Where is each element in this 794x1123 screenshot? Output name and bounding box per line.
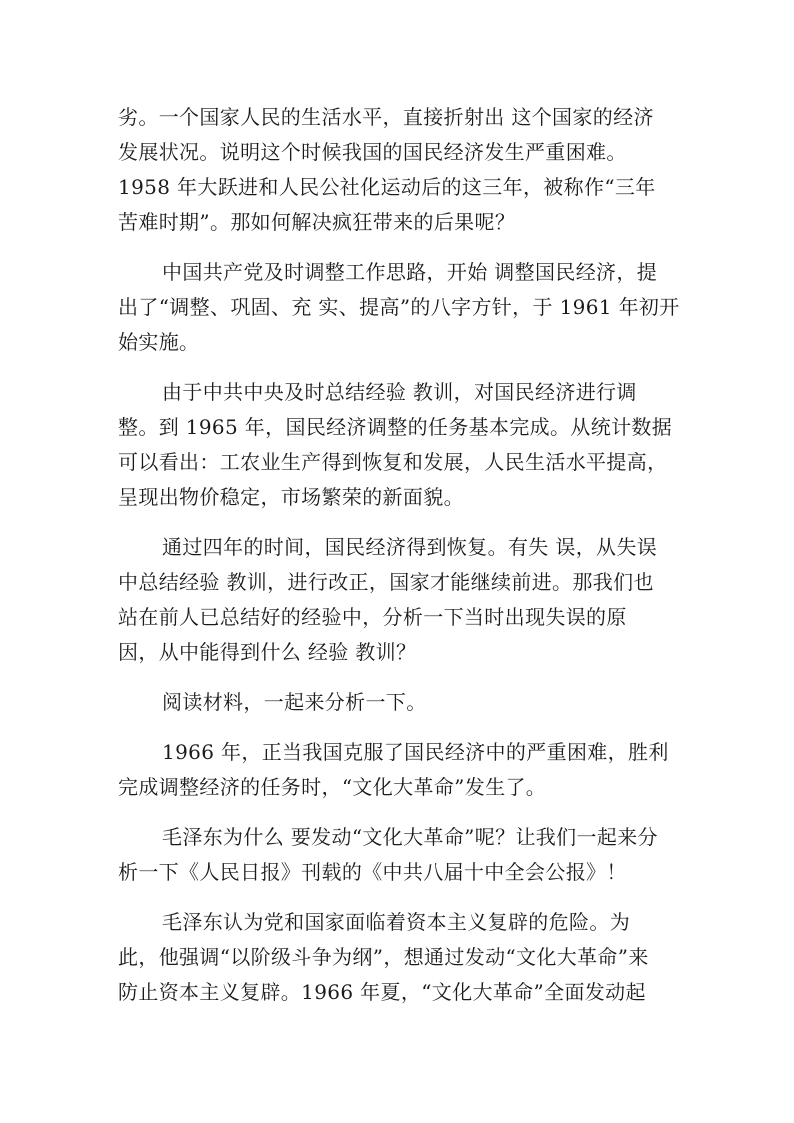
text-line: 站在前人已总结好的经验中，分析一下当时出现失误的原 [118, 605, 627, 629]
text-line: 析一下《人民日报》刊载的《中共八届十中全会公报》！ [118, 860, 627, 884]
text-line: 1958 年大跃进和人民公社化运动后的这三年，被称作“三年 [118, 175, 656, 199]
text-line: 完成调整经济的任务时，“文化大革命”发生了。 [118, 775, 547, 799]
text-line: 由于中共中央及时总结经验 教训，对国民经济进行调 [162, 380, 637, 404]
text-line: 因，从中能得到什么 经验 教训？ [118, 640, 417, 664]
text-line: 可以看出：工农业生产得到恢复和发展，人民生活水平提高， [118, 450, 668, 474]
text-line: 劣。一个国家人民的生活水平，直接折射出 这个国家的经济 [118, 105, 654, 129]
text-line: 此，他强调“以阶级斗争为纲”，想通过发动“文化大革命”来 [118, 945, 649, 969]
paragraph [118, 735, 683, 805]
paragraph [118, 685, 683, 720]
text-line: 发展状况。说明这个时候我国的国民经济发生严重困难。 [118, 140, 627, 164]
paragraph [118, 100, 683, 240]
paragraph [118, 820, 683, 890]
text-line: 毛泽东为什么 要发动“文化大革命”呢？让我们一起来分 [162, 825, 658, 849]
text-line: 苦难时期”。那如何解决疯狂带来的后果呢？ [118, 210, 516, 234]
text-line: 毛泽东认为党和国家面临着资本主义复辟的危险。为 [162, 910, 631, 934]
text-line: 呈现出物价稳定，市场繁荣的新面貌。 [118, 485, 464, 509]
text-line: 中总结经验 教训，进行改正，国家才能继续前进。那我们也 [118, 570, 654, 594]
paragraph [118, 255, 683, 360]
text-line: 始实施。 [118, 330, 200, 354]
text-line: 1966 年，正当我国克服了国民经济中的严重困难，胜利 [162, 740, 669, 764]
paragraph [118, 530, 683, 670]
text-line: 通过四年的时间，国民经济得到恢复。有失 误，从失误 [162, 535, 658, 559]
text-line: 防止资本主义复辟。1966 年夏，“文化大革命”全面发动起 [118, 980, 646, 1004]
document-body [118, 100, 683, 1010]
paragraph [118, 905, 683, 1010]
text-line: 整。到 1965 年，国民经济调整的任务基本完成。从统计数据 [118, 415, 673, 439]
text-line: 阅读材料，一起来分析一下。 [162, 690, 427, 714]
text-line: 中国共产党及时调整工作思路，开始 调整国民经济，提 [162, 260, 658, 284]
paragraph [118, 375, 683, 515]
text-line: 出了“调整、巩固、充 实、提高”的八字方针，于 1961 年初开 [118, 295, 680, 319]
